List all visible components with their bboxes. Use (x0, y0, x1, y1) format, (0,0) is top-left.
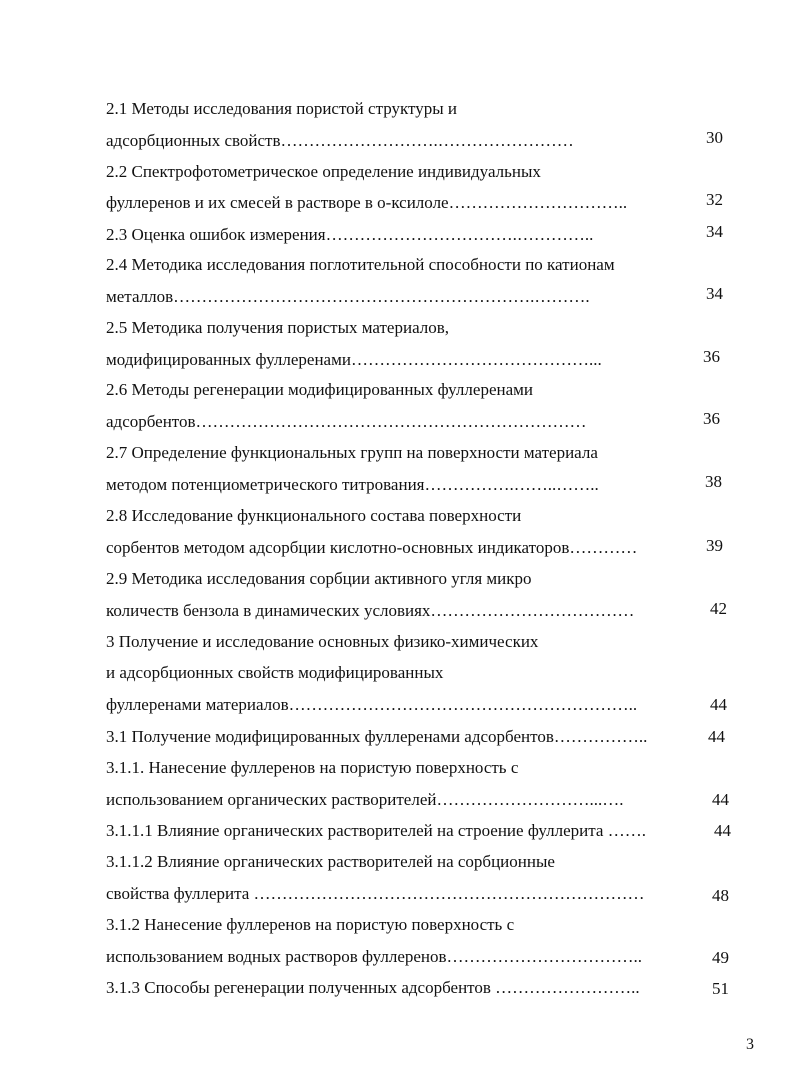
toc-line: 2.3 Оценка ошибок измерения…………………………….………….. (106, 225, 594, 244)
toc-line: 2.2 Спектрофотометрическое определение индивидуальных (106, 162, 541, 181)
toc-line: фуллеренами материалов…………………………………………………….. (106, 695, 638, 714)
toc-page-number: 44 (710, 695, 727, 714)
toc-page-number: 36 (703, 347, 720, 366)
toc-page-number: 30 (706, 128, 723, 147)
toc-line: адсорбентов…………………………………………………………… (106, 412, 587, 431)
toc-line: 2.7 Определение функциональных групп на поверхности материала (106, 443, 598, 462)
toc-line: методом потенциометрического титрования…………….……..…….. (106, 475, 599, 494)
toc-line: 2.1 Методы исследования пористой структуры и (106, 99, 457, 118)
toc-page-number: 44 (714, 821, 731, 840)
toc-page-number: 44 (712, 790, 729, 809)
toc-page-number: 39 (706, 536, 723, 555)
toc-line: сорбентов методом адсорбции кислотно-основных индикаторов………… (106, 538, 638, 557)
toc-page-number: 32 (706, 190, 723, 209)
toc-line: использованием водных растворов фуллеренов…………………………….. (106, 947, 643, 966)
toc-line: 3.1.1.2 Влияние органических растворителей на сорбционные (106, 852, 555, 871)
page-number: 3 (746, 1036, 754, 1053)
toc-page-number: 44 (708, 727, 725, 746)
toc-line: 2.5 Методика получения пористых материалов, (106, 318, 450, 337)
toc-line: свойства фуллерита …………………………………………………………… (106, 884, 645, 903)
toc-line: модифицированных фуллеренами……………………………………... (106, 350, 602, 369)
toc-line: адсорбционных свойств……………………….…………………… (106, 131, 574, 150)
toc-page-number: 51 (712, 979, 729, 998)
toc-page-number: 48 (712, 886, 729, 905)
toc-line: 3.1 Получение модифицированных фуллеренами адсорбентов…………….. (106, 727, 648, 746)
toc-page-number: 38 (705, 472, 722, 491)
toc-line: 3.1.2 Нанесение фуллеренов на пористую поверхность с (106, 915, 515, 934)
toc-line: фуллеренов и их смесей в растворе в о-ксилоле………………………….. (106, 193, 628, 212)
toc-line: 2.4 Методика исследования поглотительной способности по катионам (106, 255, 615, 274)
toc-line: 3 Получение и исследование основных физико-химических (106, 632, 539, 651)
toc-page-number: 42 (710, 599, 727, 618)
toc-line: 3.1.1. Нанесение фуллеренов на пористую поверхность с (106, 758, 519, 777)
toc-line: 3.1.3 Способы регенерации полученных адсорбентов …………………….. (106, 978, 640, 997)
toc-line: и адсорбционных свойств модифицированных (106, 663, 444, 682)
toc-page-number: 34 (706, 284, 723, 303)
toc-page-number: 34 (706, 222, 723, 241)
toc-line: 2.6 Методы регенерации модифицированных фуллеренами (106, 380, 533, 399)
toc-page-number: 36 (703, 409, 720, 428)
toc-line: металлов……………………………………………………….………. (106, 287, 590, 306)
toc-line: количеств бензола в динамических условиях……………………………… (106, 601, 635, 620)
toc-line: 3.1.1.1 Влияние органических растворителей на строение фуллерита ……. (106, 821, 646, 840)
toc-line: 2.8 Исследование функционального состава поверхности (106, 506, 522, 525)
toc-page-number: 49 (712, 948, 729, 967)
toc-line: использованием органических растворителей………………………...…. (106, 790, 624, 809)
toc-line: 2.9 Методика исследования сорбции активного угля микро (106, 569, 532, 588)
